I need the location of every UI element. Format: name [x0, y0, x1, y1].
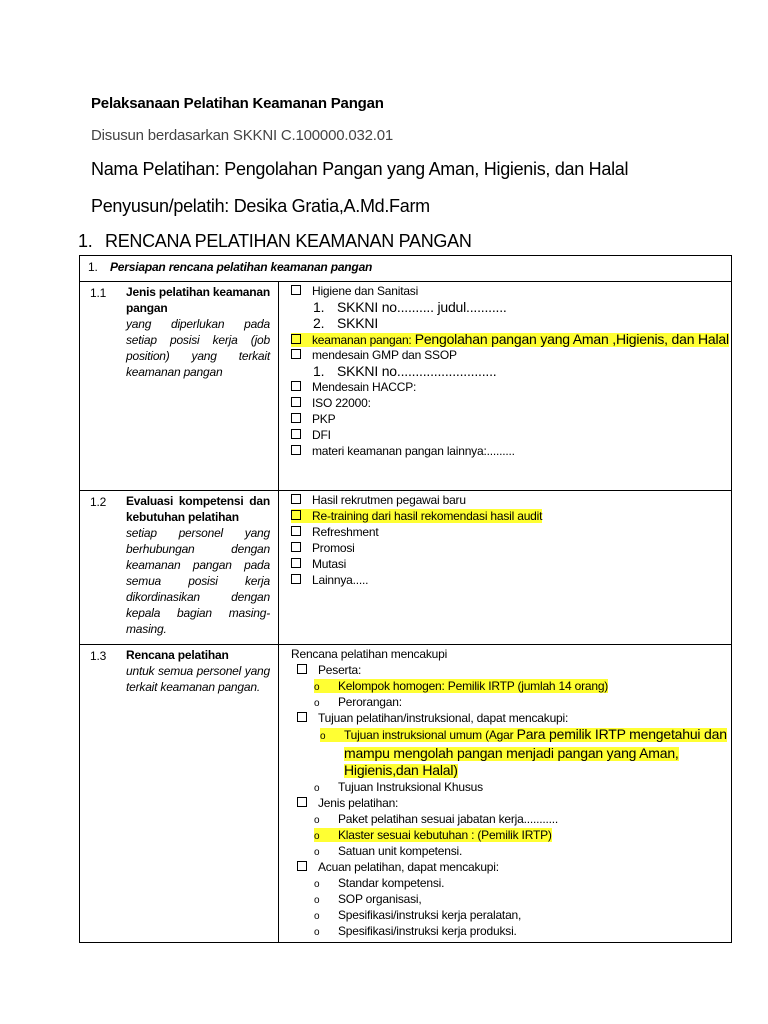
bullet-item: o SOP organisasi,: [291, 891, 727, 907]
checklist-item: Re-training dari hasil rekomendasi hasil audit: [291, 508, 727, 524]
bullet-icon: o: [314, 831, 320, 842]
checklist-item: materi keamanan pangan lainnya:.........: [291, 443, 727, 459]
bullet-item: o Spesifikasi/instruksi kerja produksi.: [291, 923, 727, 939]
checkbox-icon[interactable]: [297, 861, 307, 871]
bullet-icon: o: [314, 895, 320, 906]
bullet-item: o Standar kompetensi.: [291, 875, 727, 891]
bullet-item: o Paket pelatihan sesuai jabatan kerja...........: [291, 811, 727, 827]
checkbox-icon[interactable]: [297, 664, 307, 674]
bullet-icon: o: [314, 927, 320, 938]
bullet-icon: o: [314, 783, 320, 794]
checkbox-icon[interactable]: [291, 397, 301, 407]
checklist-item: Mutasi: [291, 556, 727, 572]
section-number: 1.: [78, 231, 93, 251]
training-plan-table: [79, 255, 732, 943]
row-options-cell: [279, 491, 732, 645]
checkbox-icon[interactable]: [291, 510, 301, 520]
row-number: 1.2: [90, 495, 107, 509]
document-subtitle: Disusun berdasarkan SKKNI C.100000.032.01: [91, 127, 393, 144]
section-title: RENCANA PELATIHAN KEAMANAN PANGAN: [105, 231, 472, 251]
checkbox-icon[interactable]: [291, 413, 301, 423]
row-heading: Jenis pelatihan keamanan pangan: [126, 285, 270, 315]
checklist-item: PKP: [291, 411, 727, 427]
checklist-item: Promosi: [291, 540, 727, 556]
row-label-cell: [80, 645, 279, 943]
row-label-cell: [80, 282, 279, 491]
checklist-item: keamanan pangan: Pengolahan pangan yang Aman ,Higienis, dan Halal: [291, 331, 727, 347]
checklist-item: Hasil rekrutmen pegawai baru: [291, 492, 727, 508]
checkbox-icon[interactable]: [291, 381, 301, 391]
checkbox-icon[interactable]: [291, 285, 301, 295]
table-header-row: [80, 256, 732, 282]
bullet-item: o Tujuan instruksional umum (Agar Para pemilik IRTP mengetahui dan mampu mengolah pangan menjadi pangan yang Aman, Higienis,dan Halal): [320, 726, 727, 778]
numbered-item: 1. SKKNI no...........................: [313, 363, 497, 379]
bullet-icon: o: [314, 682, 320, 693]
table-row: [80, 645, 732, 943]
numbered-item: 1. SKKNI no.......... judul...........: [313, 299, 507, 315]
document-title: Pelaksanaan Pelatihan Keamanan Pangan: [91, 95, 384, 112]
bullet-item: o Tujuan Instruksional Khusus: [291, 779, 727, 795]
checklist-item: Tujuan pelatihan/instruksional, dapat mencakupi:: [291, 710, 727, 726]
bullet-item: o Kelompok homogen: Pemilik IRTP (jumlah 14 orang): [291, 678, 727, 694]
row-heading: Evaluasi kompetensi dan kebutuhan pelatihan: [126, 494, 270, 524]
checkbox-icon[interactable]: [291, 349, 301, 359]
table-row: [80, 282, 732, 491]
table-header-cell: [80, 256, 732, 282]
checkbox-icon[interactable]: [291, 429, 301, 439]
checklist-item: ISO 22000:: [291, 395, 727, 411]
row-number: 1.1: [90, 286, 107, 300]
checklist-item: Higiene dan Sanitasi: [291, 283, 727, 299]
bullet-icon: o: [314, 815, 320, 826]
checklist-item: Acuan pelatihan, dapat mencakupi:: [291, 859, 727, 875]
checkbox-icon[interactable]: [291, 574, 301, 584]
checkbox-icon[interactable]: [291, 334, 301, 344]
bullet-item: o Klaster sesuai kebutuhan : (Pemilik IRTP): [291, 827, 727, 843]
checkbox-icon[interactable]: [291, 494, 301, 504]
training-name: Nama Pelatihan: Pengolahan Pangan yang Aman, Higienis, dan Halal: [91, 159, 629, 179]
numbered-item: 2. SKKNI: [313, 315, 379, 331]
row-number: 1.3: [90, 649, 107, 663]
bullet-icon: o: [314, 698, 320, 709]
row-label-cell: [80, 491, 279, 645]
checkbox-icon[interactable]: [297, 797, 307, 807]
table-row: [80, 491, 732, 645]
checklist-item: Refreshment: [291, 524, 727, 540]
row-description: untuk semua personel yang terkait keamanan pangan.: [126, 664, 270, 694]
section-heading: [78, 231, 472, 252]
bullet-icon: o: [320, 731, 326, 742]
checkbox-icon[interactable]: [291, 558, 301, 568]
row-options-cell: [279, 282, 732, 491]
checklist-item: DFI: [291, 427, 727, 443]
checkbox-icon[interactable]: [291, 542, 301, 552]
checklist-item: Peserta:: [291, 662, 727, 678]
checkbox-icon[interactable]: [291, 526, 301, 536]
compiler-name: Penyusun/pelatih: Desika Gratia,A.Md.Farm: [91, 196, 430, 216]
checklist-item: mendesain GMP dan SSOP: [291, 347, 727, 363]
row-options-cell: [279, 645, 732, 943]
bullet-item: o Perorangan:: [291, 694, 727, 710]
checkbox-icon[interactable]: [297, 712, 307, 722]
checkbox-icon[interactable]: [291, 445, 301, 455]
row-description: yang diperlukan pada setiap posisi kerja (job position) yang terkait keamanan pangan: [126, 317, 270, 379]
row-description: setiap personel yang berhubungan dengan keamanan pangan pada semua posisi kerja dikordinasikan dengan kepala bagian masing-masing.: [126, 526, 270, 636]
bullet-icon: o: [314, 879, 320, 890]
plan-intro: Rencana pelatihan mencakupi: [291, 647, 448, 661]
row-heading: Rencana pelatihan: [126, 648, 229, 662]
header-title: Persiapan rencana pelatihan keamanan pangan: [110, 260, 373, 274]
bullet-icon: o: [314, 911, 320, 922]
bullet-icon: o: [314, 847, 320, 858]
checklist-item: Lainnya.....: [291, 572, 727, 588]
bullet-item: o Satuan unit kompetensi.: [291, 843, 727, 859]
bullet-item: o Spesifikasi/instruksi kerja peralatan,: [291, 907, 727, 923]
checklist-item: Mendesain HACCP:: [291, 379, 727, 395]
checklist-item: Jenis pelatihan:: [291, 795, 727, 811]
header-number: 1.: [88, 260, 98, 274]
